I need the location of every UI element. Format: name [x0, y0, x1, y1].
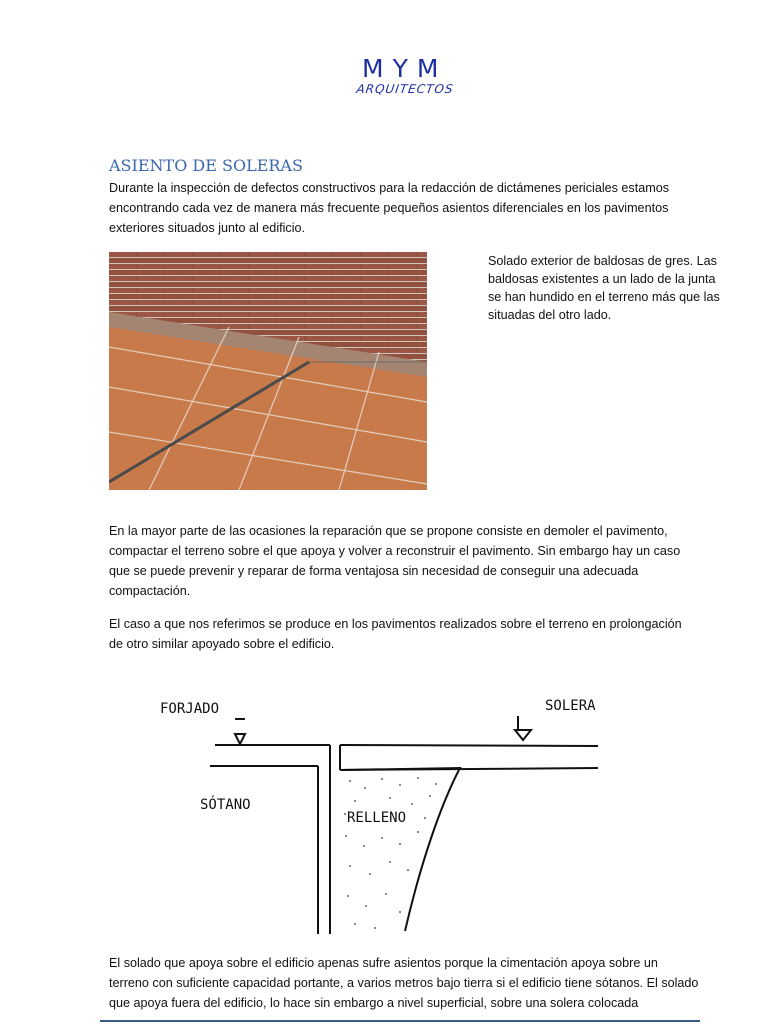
section-sketch	[150, 686, 620, 936]
intro-paragraph: Durante la inspección de defectos constructivos para la redacción de dictámenes periciales estamos encontrando cada vez de manera más frecuente pequeños asientos diferenciales en los pavimentos exteriores situados junto al edificio.	[109, 181, 670, 235]
fill-texture	[344, 777, 437, 929]
sketch-label-sotano: SÓTANO	[200, 797, 251, 813]
sketch-label-forjado: FORJADO	[160, 701, 220, 717]
company-logo	[350, 55, 460, 99]
tile-floor-photo-image	[109, 252, 427, 490]
page-bottom-rule	[100, 1020, 700, 1022]
logo-text-top: MYM	[362, 54, 448, 83]
paragraph-repair: En la mayor parte de las ocasiones la reparación que se propone consiste en demoler el pavimento, compactar el terreno sobre el que apoya y volver a reconstruir el pavimento. Sin embargo hay un caso que se puede prevenir y reparar de forma ventajosa sin necesidad de conseguir una adecuada compactación.	[109, 524, 681, 598]
sketch-label-relleno: RELLENO	[347, 810, 407, 826]
sketch-label-solera: SOLERA	[545, 698, 596, 714]
logo-text-bottom: ARQUITECTOS	[355, 82, 455, 96]
paragraph-settlement: El solado que apoya sobre el edificio apenas sufre asientos porque la cimentación apoya sobre un terreno con suficiente capacidad portante, a varios metros bajo tierra si el edificio tiene sótanos. El solado que apoya fuera del edificio, lo hace sin embargo a nivel superficial, sobre una solera colocada	[109, 956, 699, 1010]
paragraph-case: El caso a que nos referimos se produce en los pavimentos realizados sobre el terreno en prolongación de otro similar apoyado sobre el edificio.	[109, 617, 682, 651]
page-title: ASIENTO DE SOLERAS	[109, 156, 303, 175]
photo-caption: Solado exterior de baldosas de gres. Las baldosas existentes a un lado de la junta se han hundido en el terreno más que las situadas del otro lado.	[488, 254, 720, 322]
tile-floor-photo	[109, 252, 427, 490]
